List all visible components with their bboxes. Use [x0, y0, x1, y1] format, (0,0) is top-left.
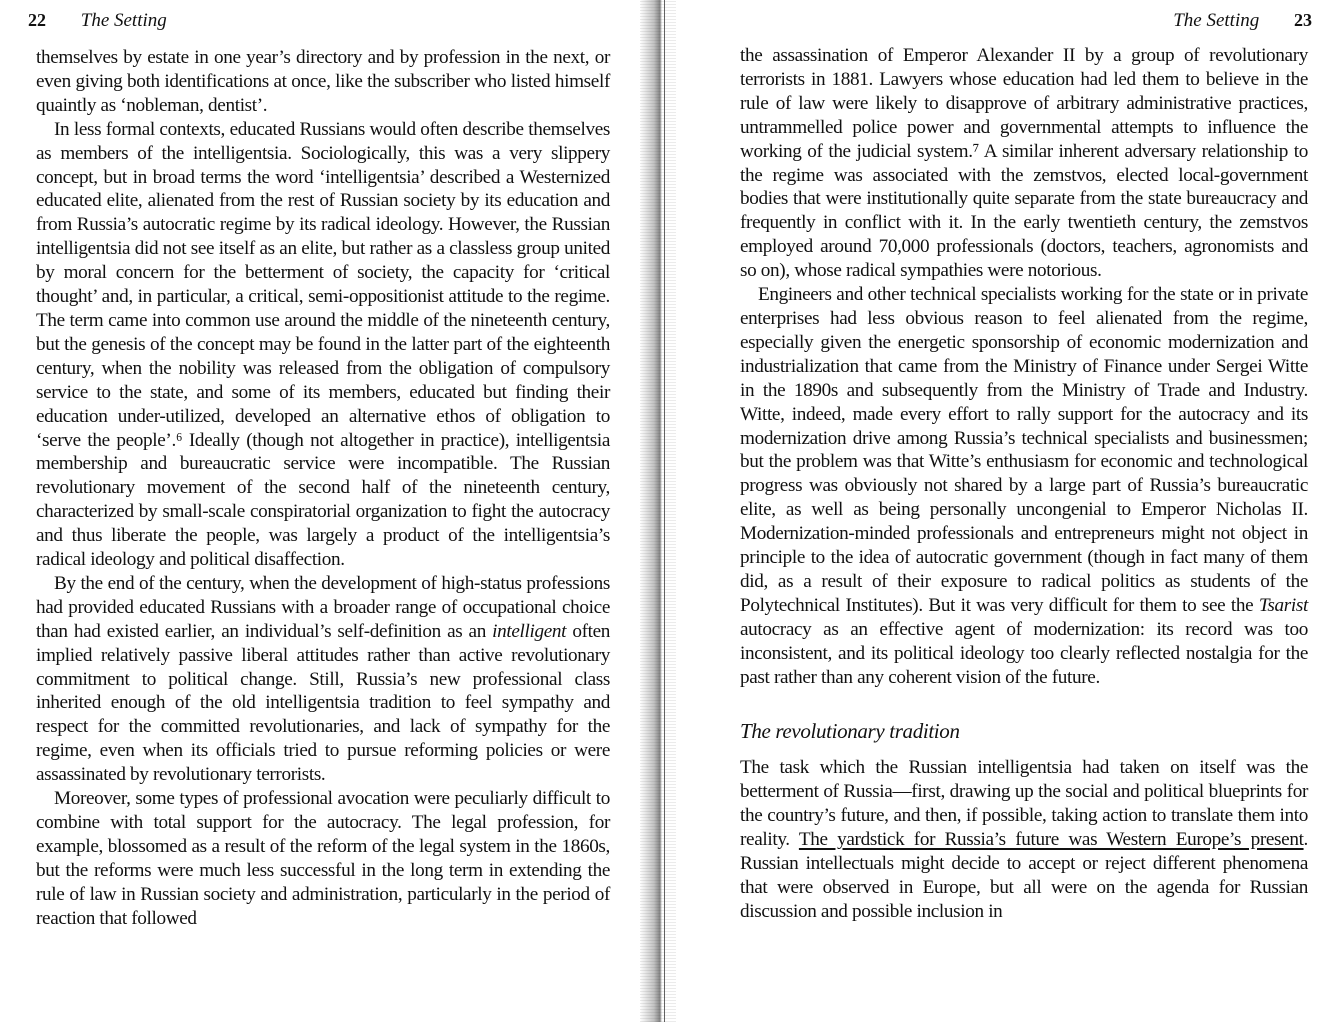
page-number: 23 — [1294, 10, 1312, 30]
left-body-text — [36, 46, 610, 931]
text-run: often implied relatively passive liberal attitudes rather than active revolutionary commitment to political change. Still, Russia’s new professional class inherited enough of the old intelligentsia tradition to feel sympathy and respect for the committed revolutionaries, and lack of sympathy for the regime, even when its officials tried to pursue reforming policies or were assassinated by revolutionary terrorists. — [36, 620, 610, 786]
right-page — [676, 0, 1332, 1022]
running-head-left — [28, 10, 167, 32]
section-heading: The revolutionary tradition — [740, 719, 960, 744]
text-run: Engineers and other technical specialists working for the state or in private enterprises had less obvious reason to feel alienated from the regime, especially given the energetic sponsorship of economic modernization and industrialization that came from the Ministry of Finance under Sergei Witte in the 1890s and subsequently from the Ministry of Trade and Industry. Witte, indeed, made every effort to rally support for the autocracy and its modernization drive among Russia’s technical specialists and businessmen; but the problem was that Witte’s enthusiasm for economic and technological progress was obviously not shared by a large part of Russia’s bureaucratic elite, as well as being personally uncongenial to Emperor Nicholas II. Modernization-minded professionals and entrepreneurs might not object in principle to the idea of autocratic government (though in fact many of them did, as a result of their exposure to radical politics as students of the Polytechnical Institutes). But it was very difficult for them to see the — [740, 284, 1308, 616]
italic-term: intelligent — [492, 620, 567, 642]
text-run: autocracy as an effective agent of modernization: its record was too inconsistent, and its political ideology too clearly reflected nostalgia for the past rather than any coherent vision of the future. — [740, 618, 1308, 688]
page-number: 22 — [28, 10, 46, 30]
paragraph — [740, 756, 1308, 923]
running-head-title: The Setting — [1173, 10, 1260, 31]
paragraph — [36, 572, 610, 787]
text-run: . Russian intellectuals might decide to accept or reject different phenomena that were observed in Europe, but all were on the agenda for Russian discussion and possible inclusion in — [740, 829, 1308, 922]
handwritten-underline-passage: The yardstick for Russia’s future was Western Europe’s present — [798, 829, 1304, 851]
running-head-right — [1173, 10, 1312, 32]
paragraph: In less formal contexts, educated Russians would often describe themselves as members of the intelligentsia. Sociologically, this was a very slippery concept, but in broad terms the word ‘intelligentsia’ described a Westernized educated elite, alienated from the rest of Russian society by its education and from Russia’s autocratic regime by its radical ideology. However, the Russian intelligentsia did not see itself as an elite, but rather as a classless group united by moral concern for the betterment of society, the capacity for ‘critical thought’ and, in particular, a critical, semi-oppositionist attitude to the regime. The term came into common use around the middle of the nineteenth century, but the genesis of the concept may be found in the latter part of the eighteenth century, when the nobility was released from the obligation of compulsory service to the state, and some of its members, educated but finding their education under-utilized, developed an alternative ethos of obligation to ‘serve the people’.⁶ Ideally (though not altogether in practice), intelligentsia membership and bureaucratic service were incompatible. The Russian revolutionary movement of the second half of the nineteenth century, characterized by small-scale conspiratorial organization to fight the autocracy and thus liberate the people, was largely a product of the intelligentsia’s radical ideology and political disaffection. — [36, 118, 610, 571]
book-gutter — [640, 0, 676, 1022]
text-run: By the end of the century, when the development of high-status professions had provided educated Russians with a broader range of occupational choice than had existed earlier, an individual’s self-definition as an — [36, 572, 610, 642]
italic-term: Tsarist — [1258, 594, 1308, 616]
gutter-line — [664, 0, 665, 1022]
paragraph: the assassination of Emperor Alexander II by a group of revolutionary terrorists in 1881. Lawyers whose education had led them to believe in the rule of law were likely to disapprove of arbitrary administrative practices, untrammelled police power and governmental attempts to influence the working of the judicial system.⁷ A similar inherent adversary relationship to the regime was associated with the zemstvos, elected local-government bodies that were institutionally quite separate from the state bureaucracy and frequently in conflict with it. In the early twentieth century, the zemstvos employed around 70,000 professionals (doctors, teachers, agronomists and so on), whose radical sympathies were notorious. — [740, 45, 1308, 282]
right-body-text — [740, 44, 1308, 924]
paragraph: Moreover, some types of professional avocation were peculiarly difficult to combine with total support for the autocracy. The legal profession, for example, blossomed as a result of the reform of the legal system in the 1860s, but the reforms were much less successful in the long term in extending the rule of law in Russian society and administration, particularly in the period of reaction that followed — [36, 788, 610, 929]
paragraph: themselves by estate in one year’s directory and by profession in the next, or even giving both identifications at once, like the subscriber who listed himself quaintly as ‘nobleman, dentist’. — [36, 47, 610, 116]
paragraph — [740, 283, 1308, 689]
running-head-title: The Setting — [80, 10, 167, 31]
left-page — [0, 0, 640, 1022]
text-run: The task which the Russian intelligentsia had taken on itself was the betterment of Russia—first, drawing up the social and political blueprints for the country’s future, and then, if possible, taking action to translate them into reality. — [740, 757, 1308, 851]
